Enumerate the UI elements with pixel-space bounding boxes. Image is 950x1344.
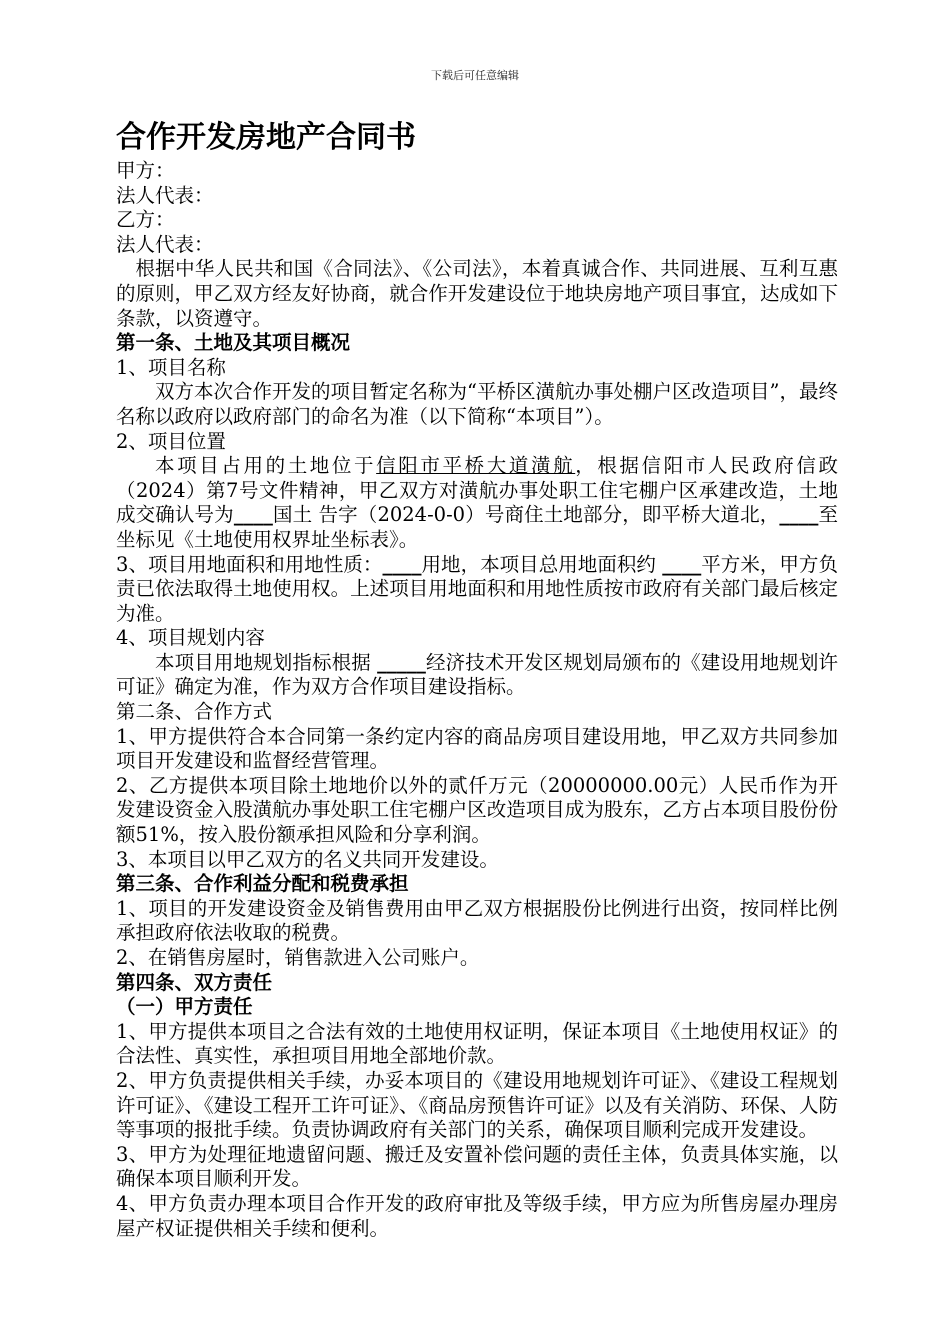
paragraph: 4、甲方负责办理本项目合作开发的政府审批及等级手续，甲方应为所售房屋办理房屋产权证提供相关手续和便利。 <box>116 1191 838 1240</box>
header-note: 下载后可任意编辑 <box>431 69 519 82</box>
blank-field: ____ <box>233 503 273 527</box>
paragraph: 法人代表： <box>116 183 214 207</box>
text-run: 至坐标见《土地使用权界址坐标表》。 <box>116 503 838 551</box>
text-run: 本项目用地规划指标根据 <box>155 650 378 674</box>
paragraph <box>116 553 838 627</box>
paragraph: 2、在销售房屋时，销售款进入公司账户。 <box>116 946 480 969</box>
blank-field: ____ <box>779 503 819 527</box>
paragraph: 1、甲方提供本项目之合法有效的土地使用权证明，保证本项目《土地使用权证》的合法性、真实性，承担项目用地全部地价款。 <box>116 1019 838 1068</box>
paragraph: 1、项目名称 <box>116 355 226 379</box>
paragraph: 3、本项目以甲乙双方的名义共同开发建设。 <box>116 847 499 871</box>
text-run: 国土 告字（2024-0-0）号商住土地部分，即平桥大道北， <box>272 503 780 527</box>
section-heading: （一）甲方责任 <box>116 995 253 1019</box>
blank-field: ____ <box>662 552 702 576</box>
section-heading: 第四条、双方责任 <box>116 970 273 994</box>
section-heading: 第一条、土地及其项目概况 <box>116 331 351 355</box>
text-run: ，根据信阳市人民政府信政（2024）第7号文件精神，甲乙双方对潢航办事处职工住宅棚户区承建改造，土地成交确认号为 <box>116 454 838 527</box>
blank-field: _____ <box>377 650 426 674</box>
document-body <box>116 118 838 1241</box>
paragraph: 第二条、合作方式 <box>116 700 273 724</box>
blank-field: ____ <box>382 552 422 576</box>
section-heading: 第三条、合作利益分配和税费承担 <box>116 872 409 896</box>
paragraph: 甲方： <box>116 159 175 182</box>
text-run: 平方米，甲方负责已依法取得土地使用权。上述项目用地面积和用地性质按市政府有关部门最后核定为准。 <box>116 552 838 625</box>
paragraph: 乙方： <box>116 208 175 232</box>
paragraph: 双方本次合作开发的项目暂定名称为“平桥区潢航办事处棚户区改造项目”，最终名称以政府以政府部门的命名为准（以下简称“本项目”）。 <box>116 380 838 428</box>
text-run: 3、项目用地面积和用地性质： <box>116 552 383 576</box>
paragraph: 4、项目规划内容 <box>116 626 265 650</box>
text-run: 用地，本项目总用地面积约 <box>421 552 663 576</box>
paragraph: 2、项目位置 <box>116 429 226 453</box>
paragraph: 法人代表： <box>116 232 214 256</box>
paragraph: 3、甲方为处理征地遗留问题、搬迁及安置补偿问题的责任主体，负责具体实施，以确保本项目顺利开发。 <box>116 1142 838 1191</box>
paragraph <box>116 454 838 552</box>
paragraph: 1、项目的开发建设资金及销售费用由甲乙双方根据股份比例进行出资，按同样比例承担政府依法收取的税费。 <box>116 896 838 945</box>
document-title: 合作开发房地产合同书 <box>116 120 416 155</box>
paragraph: 1、甲方提供符合本合同第一条约定内容的商品房项目建设用地，甲乙双方共同参加项目开发建设和监督经营管理。 <box>116 724 838 773</box>
paragraph: 2、乙方提供本项目除土地地价以外的贰仟万元（20000000.00元）人民币作为开发建设资金入股潢航办事处职工住宅棚户区改造项目成为股东，乙方占本项目股份份额51%，按入股份额承担风险和分享利润。 <box>116 773 838 847</box>
underlined-text: 信阳市平桥大道潢航 <box>376 454 576 478</box>
paragraph-list <box>116 159 838 1241</box>
paragraph: 2、甲方负责提供相关手续，办妥本项目的《建设用地规划许可证》、《建设工程规划许可证》、《建设工程开工许可证》、《商品房预售许可证》以及有关消防、环保、人防等事项的报批手续。负责协调政府有关部门的关系，确保项目顺利完成开发建设。 <box>116 1068 838 1142</box>
paragraph: 根据中华人民共和国《合同法》、《公司法》，本着真诚合作、共同进展、互利互惠的原则，甲乙双方经友好协商，就合作开发建设位于地块房地产项目事宜，达成如下条款，以资遵守。 <box>116 257 838 330</box>
text-run: 本项目占用的土地位于 <box>155 454 377 478</box>
paragraph <box>116 651 838 700</box>
text-run: 经济技术开发区规划局颁布的《建设用地规划许可证》确定为准，作为双方合作项目建设指标。 <box>116 650 838 699</box>
